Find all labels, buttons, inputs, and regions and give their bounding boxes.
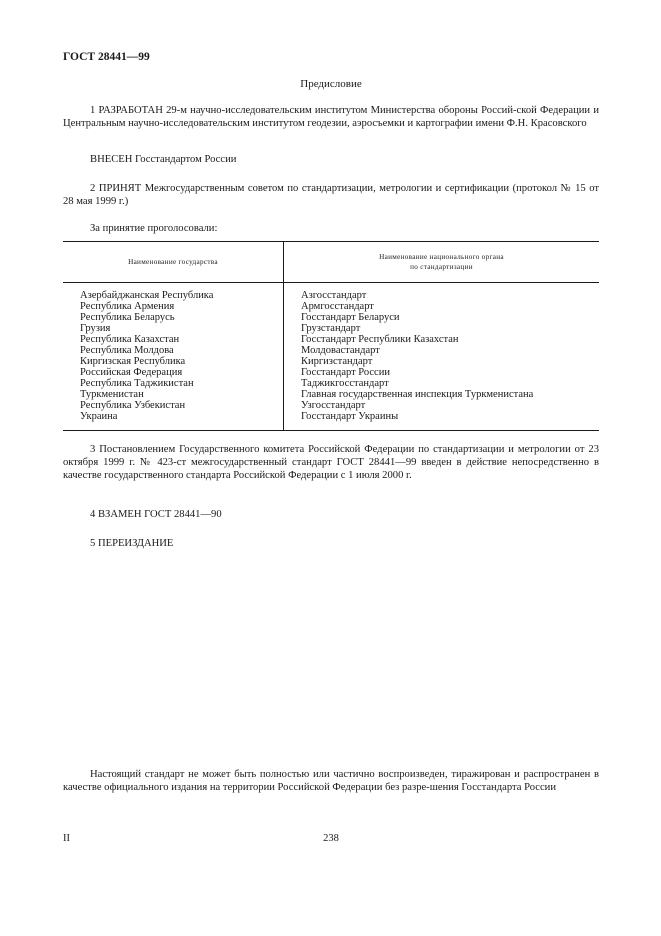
standards-body-name: Таджикгосстандарт — [301, 378, 389, 389]
document-code: ГОСТ 28441—99 — [63, 51, 150, 63]
section-4 — [63, 508, 599, 521]
copyright-text: Настоящий стандарт не может быть полностью или частично воспроизведен, тиражирован и распространен в качестве официального издания на территории Российской Федерации без разре-шения Госстандарта России — [63, 769, 599, 793]
state-list — [63, 283, 284, 431]
standards-body-name: Азгосстандарт — [301, 290, 367, 301]
page-roman-numeral: II — [63, 833, 70, 844]
standards-body-name: Узгосстандарт — [301, 400, 366, 411]
section-1-vnesen-text: ВНЕСЕН Госстандартом России — [90, 154, 237, 165]
section-1-vnesen — [63, 153, 599, 166]
state-name: Республика Беларусь — [80, 312, 175, 323]
state-name: Туркменистан — [80, 389, 144, 400]
foreword-title: Предисловие — [300, 78, 362, 90]
state-name: Республика Молдова — [80, 345, 174, 356]
page-number: 238 — [323, 833, 339, 844]
standards-body-name: Госстандарт Украины — [301, 411, 399, 422]
standards-body-name: Армгосстандарт — [301, 301, 374, 312]
state-name: Республика Казахстан — [80, 334, 180, 345]
copyright-notice — [63, 768, 599, 794]
state-name: Азербайджанская Республика — [80, 290, 214, 301]
standards-body-name: Госстандарт Республики Казахстан — [301, 334, 459, 345]
col-body-header-line2: по стандартизации — [410, 263, 473, 271]
section-5-text: 5 ПЕРЕИЗДАНИЕ — [90, 538, 174, 549]
section-3-text: 3 Постановлением Государственного комитета Российской Федерации по стандартизации и метрологии от 23 октября 1999 г. № 423-ст межгосударственный стандарт ГОСТ 28441—99 введен в действие непосредственно в качестве государственного стандарта Российской Федерации с 1 июля 2000 г. — [63, 444, 599, 481]
section-5 — [63, 537, 599, 550]
standards-body-name: Главная государственная инспекция Туркменистана — [301, 389, 534, 400]
section-1-text: 1 РАЗРАБОТАН 29-м научно-исследовательским институтом Министерства обороны Россий-ской Федерации и Центральным научно-исследовательским институтом геодезии, аэросъемки и картографии имени Ф.Н. Красовского — [63, 105, 599, 129]
section-4-text: 4 ВЗАМЕН ГОСТ 28441—90 — [90, 509, 222, 520]
state-name: Киргизская Республика — [80, 356, 186, 367]
state-name: Республика Таджикистан — [80, 378, 194, 389]
section-2-intro — [63, 222, 599, 235]
standards-body-name: Госстандарт Беларуси — [301, 312, 400, 323]
section-3 — [63, 443, 599, 482]
col-body-header — [284, 242, 600, 283]
state-name: Российская Федерация — [80, 367, 183, 378]
standards-body-name: Молдовастандарт — [301, 345, 380, 356]
standards-body-name: Госстандарт России — [301, 367, 390, 378]
col-state-header: Наименование государства — [63, 242, 284, 283]
section-2-intro-text: За принятие проголосовали: — [90, 223, 218, 234]
section-2 — [63, 182, 599, 208]
table-row — [63, 283, 599, 431]
table-header-row — [63, 242, 599, 283]
standards-body-name: Грузстандарт — [301, 323, 361, 334]
state-name: Республика Армения — [80, 301, 175, 312]
section-2-text: 2 ПРИНЯТ Межгосударственным советом по стандартизации, метрологии и сертификации (протокол № 15 от 28 мая 1999 г.) — [63, 183, 599, 207]
state-name: Грузия — [80, 323, 111, 334]
section-1 — [63, 104, 599, 130]
standards-body-name: Киргизстандарт — [301, 356, 373, 367]
state-name: Украина — [80, 411, 118, 422]
state-name: Республика Узбекистан — [80, 400, 186, 411]
voting-table — [63, 241, 599, 431]
col-body-header-line1: Наименование национального органа — [379, 253, 504, 261]
body-list — [284, 283, 600, 431]
